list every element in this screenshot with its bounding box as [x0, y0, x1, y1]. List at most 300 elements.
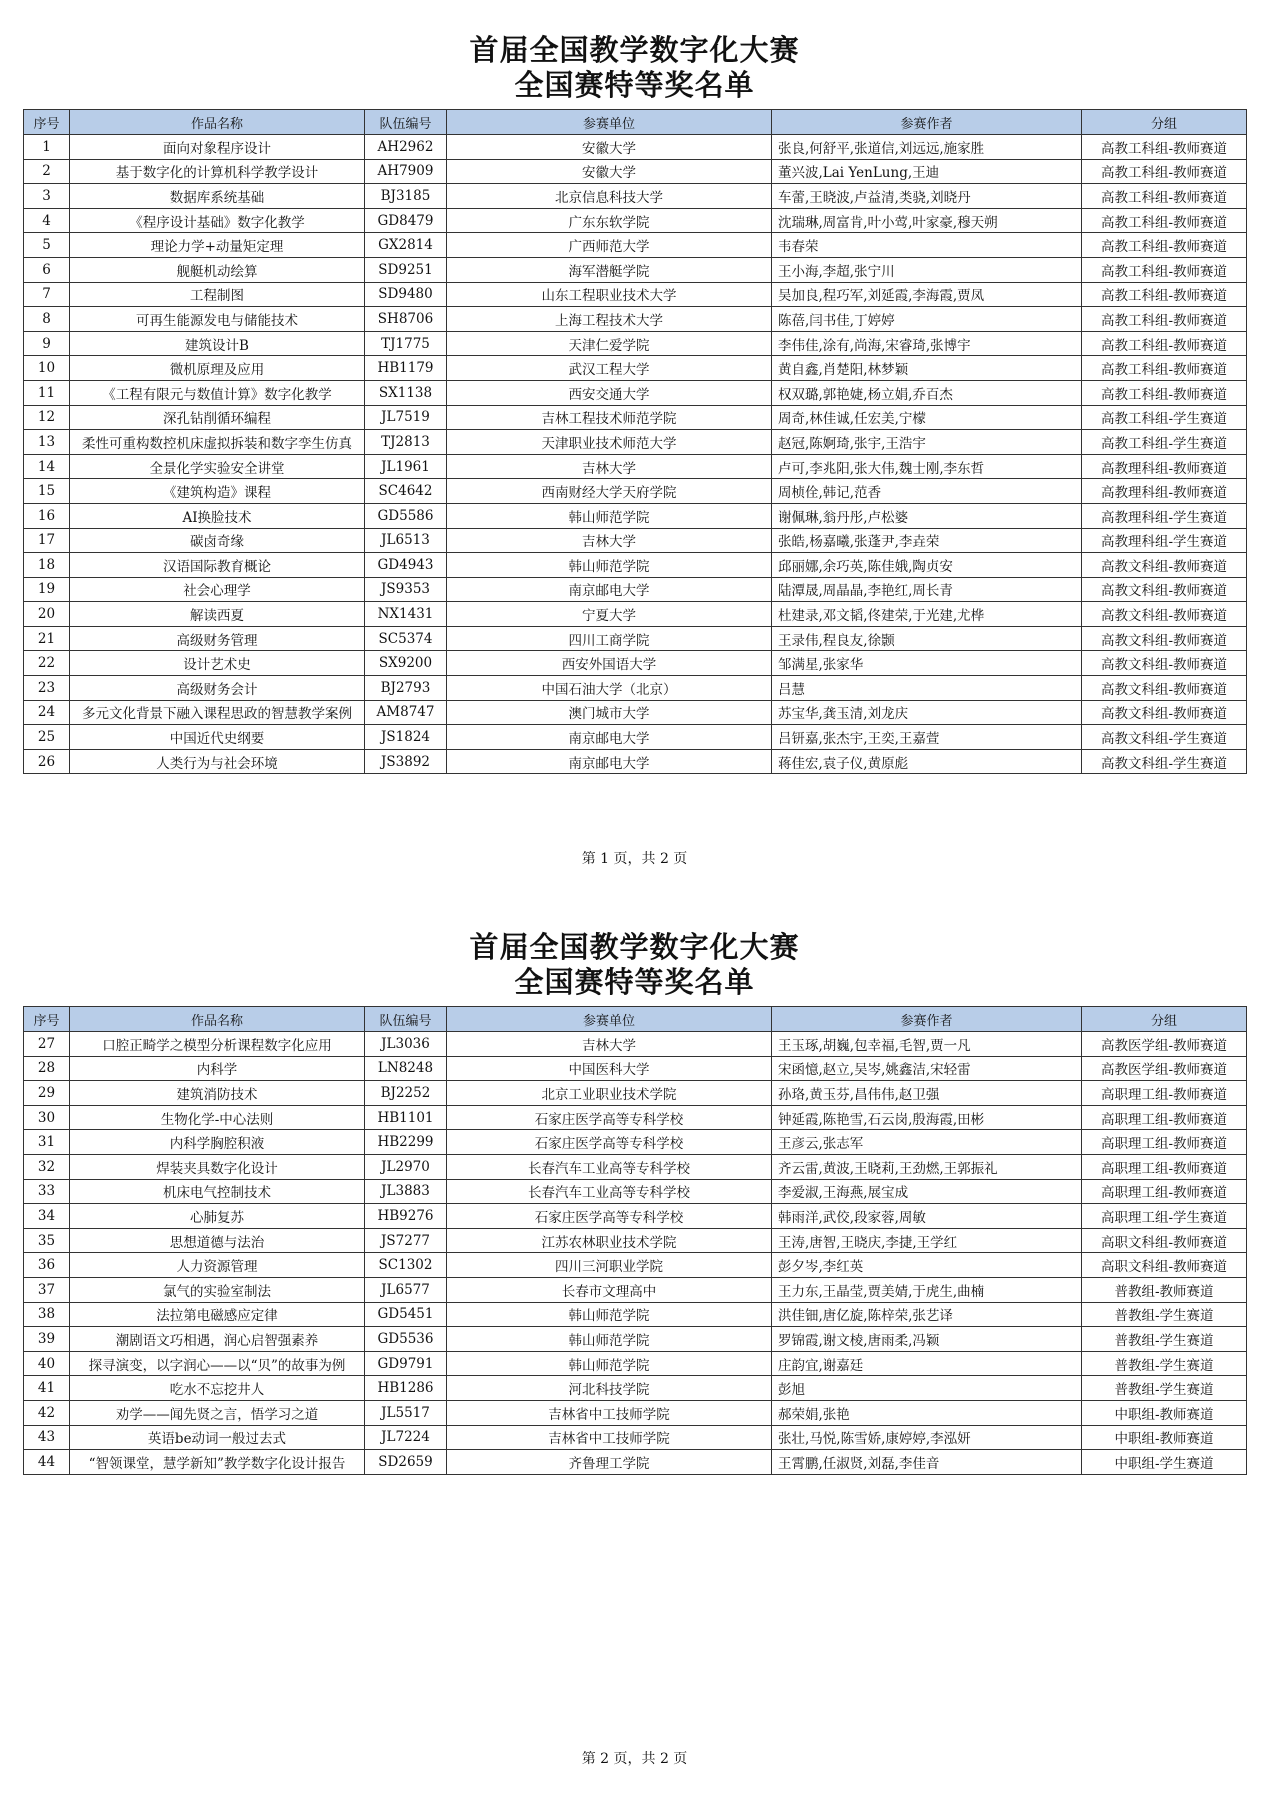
cell-index: 3: [24, 184, 70, 209]
cell-authors: 王彦云,张志军: [772, 1130, 1082, 1155]
header-authors: 参赛作者: [772, 110, 1082, 135]
cell-work-name: 全景化学实验安全讲堂: [70, 454, 365, 479]
table-row: [24, 1400, 1247, 1425]
cell-unit: 河北科技学院: [447, 1376, 772, 1401]
cell-index: 27: [24, 1032, 70, 1057]
table-header-row: [24, 110, 1247, 135]
cell-index: 22: [24, 651, 70, 676]
cell-authors: 庄韵宜,谢嘉廷: [772, 1351, 1082, 1376]
cell-team-id: SX1138: [365, 380, 447, 405]
table-row: [24, 651, 1247, 676]
cell-group: 高职理工组-教师赛道: [1082, 1130, 1247, 1155]
cell-unit: 长春汽车工业高等专科学校: [447, 1179, 772, 1204]
table-row: [24, 159, 1247, 184]
cell-work-name: 理论力学+动量矩定理: [70, 233, 365, 258]
table-row: [24, 1204, 1247, 1229]
cell-group: 高教理科组-学生赛道: [1082, 528, 1247, 553]
table-row: [24, 331, 1247, 356]
cell-index: 18: [24, 553, 70, 578]
table-row: [24, 1130, 1247, 1155]
cell-work-name: 人力资源管理: [70, 1253, 365, 1278]
table-row: [24, 749, 1247, 774]
page-footer: 第 1 页，共 2 页: [581, 851, 688, 867]
cell-team-id: SH8706: [365, 307, 447, 332]
cell-team-id: JL7224: [365, 1425, 447, 1450]
cell-authors: 孙珞,黄玉芬,昌伟伟,赵卫强: [772, 1081, 1082, 1106]
cell-work-name: 生物化学-中心法则: [70, 1105, 365, 1130]
cell-authors: 谢佩琳,翁丹彤,卢松婆: [772, 503, 1082, 528]
table-row: [24, 503, 1247, 528]
cell-unit: 北京信息科技大学: [447, 184, 772, 209]
cell-team-id: GD5536: [365, 1327, 447, 1352]
cell-authors: 王霄鹏,任淑贤,刘磊,李佳音: [772, 1450, 1082, 1475]
cell-authors: 吴加良,程巧军,刘延霞,李海霞,贾凤: [772, 282, 1082, 307]
header-unit: 参赛单位: [447, 110, 772, 135]
cell-index: 39: [24, 1327, 70, 1352]
cell-index: 42: [24, 1400, 70, 1425]
cell-index: 20: [24, 602, 70, 627]
cell-work-name: 深孔钻削循环编程: [70, 405, 365, 430]
table-row: [24, 1253, 1247, 1278]
cell-team-id: GD5586: [365, 503, 447, 528]
cell-team-id: BJ2252: [365, 1081, 447, 1106]
cell-unit: 安徽大学: [447, 135, 772, 160]
cell-unit: 澳门城市大学: [447, 700, 772, 725]
cell-authors: 黄自鑫,肖楚阳,林梦颖: [772, 356, 1082, 381]
cell-authors: 齐云雷,黄波,王晓莉,王劲燃,王郭振礼: [772, 1154, 1082, 1179]
header-index: 序号: [24, 1007, 70, 1032]
header-group: 分组: [1082, 110, 1247, 135]
cell-work-name: 面向对象程序设计: [70, 135, 365, 160]
cell-authors: 张皓,杨嘉曦,张蓬尹,李垚荣: [772, 528, 1082, 553]
cell-index: 33: [24, 1179, 70, 1204]
cell-index: 4: [24, 208, 70, 233]
cell-group: 高教文科组-教师赛道: [1082, 626, 1247, 651]
cell-index: 14: [24, 454, 70, 479]
cell-index: 7: [24, 282, 70, 307]
cell-unit: 北京工业职业技术学院: [447, 1081, 772, 1106]
table-row: [24, 626, 1247, 651]
table-row: [24, 700, 1247, 725]
cell-work-name: 可再生能源发电与储能技术: [70, 307, 365, 332]
cell-unit: 韩山师范学院: [447, 503, 772, 528]
award-table: [23, 109, 1247, 774]
cell-index: 11: [24, 380, 70, 405]
header-team-id: 队伍编号: [365, 110, 447, 135]
cell-authors: 王录伟,程良友,徐颢: [772, 626, 1082, 651]
cell-unit: 吉林大学: [447, 1032, 772, 1057]
cell-group: 高教工科组-教师赛道: [1082, 159, 1247, 184]
cell-authors: 郝荣娟,张艳: [772, 1400, 1082, 1425]
document-page-1: [0, 0, 1269, 890]
table-row: [24, 1105, 1247, 1130]
cell-group: 高职理工组-教师赛道: [1082, 1105, 1247, 1130]
cell-work-name: 机床电气控制技术: [70, 1179, 365, 1204]
cell-authors: 赵冠,陈婀琦,张宇,王浩宇: [772, 430, 1082, 455]
cell-unit: 中国医科大学: [447, 1056, 772, 1081]
cell-index: 38: [24, 1302, 70, 1327]
cell-team-id: BJ2793: [365, 676, 447, 701]
cell-team-id: SX9200: [365, 651, 447, 676]
cell-group: 高教文科组-教师赛道: [1082, 602, 1247, 627]
cell-authors: 韩雨洋,武佼,段家蓉,周敏: [772, 1204, 1082, 1229]
cell-group: 高教文科组-学生赛道: [1082, 725, 1247, 750]
cell-work-name: 多元文化背景下融入课程思政的智慧教学案例: [70, 700, 365, 725]
cell-group: 高教工科组-教师赛道: [1082, 331, 1247, 356]
cell-team-id: NX1431: [365, 602, 447, 627]
cell-team-id: BJ3185: [365, 184, 447, 209]
cell-group: 高职文科组-教师赛道: [1082, 1253, 1247, 1278]
cell-authors: 杜建录,邓文韬,佟建荣,于光建,尤桦: [772, 602, 1082, 627]
table-row: [24, 356, 1247, 381]
cell-team-id: JL6577: [365, 1277, 447, 1302]
cell-unit: 齐鲁理工学院: [447, 1450, 772, 1475]
cell-unit: 山东工程职业技术大学: [447, 282, 772, 307]
cell-index: 44: [24, 1450, 70, 1475]
cell-authors: 李伟佳,涂有,尚海,宋睿琦,张博宇: [772, 331, 1082, 356]
cell-team-id: SD2659: [365, 1450, 447, 1475]
cell-index: 10: [24, 356, 70, 381]
cell-work-name: 思想道德与法治: [70, 1228, 365, 1253]
cell-authors: 洪佳钿,唐亿旋,陈梓荣,张艺译: [772, 1302, 1082, 1327]
cell-team-id: HB9276: [365, 1204, 447, 1229]
cell-work-name: AI换脸技术: [70, 503, 365, 528]
cell-authors: 周桢佺,韩记,范香: [772, 479, 1082, 504]
cell-unit: 长春汽车工业高等专科学校: [447, 1154, 772, 1179]
cell-unit: 西安外国语大学: [447, 651, 772, 676]
page-title-block: [0, 33, 1269, 103]
cell-work-name: 工程制图: [70, 282, 365, 307]
cell-index: 5: [24, 233, 70, 258]
cell-work-name: 基于数字化的计算机科学教学设计: [70, 159, 365, 184]
cell-group: 普教组-学生赛道: [1082, 1327, 1247, 1352]
cell-authors: 罗锦霞,谢文棱,唐雨柔,冯颖: [772, 1327, 1082, 1352]
cell-index: 28: [24, 1056, 70, 1081]
cell-group: 中职组-教师赛道: [1082, 1425, 1247, 1450]
cell-index: 40: [24, 1351, 70, 1376]
header-team-id: 队伍编号: [365, 1007, 447, 1032]
table-row: [24, 1327, 1247, 1352]
cell-team-id: SC4642: [365, 479, 447, 504]
header-index: 序号: [24, 110, 70, 135]
cell-group: 中职组-学生赛道: [1082, 1450, 1247, 1475]
cell-work-name: 焊装夹具数字化设计: [70, 1154, 365, 1179]
table-row: [24, 282, 1247, 307]
cell-unit: 长春市文理高中: [447, 1277, 772, 1302]
table-row: [24, 454, 1247, 479]
award-table: [23, 1006, 1247, 1475]
cell-work-name: 数据库系统基础: [70, 184, 365, 209]
cell-unit: 南京邮电大学: [447, 577, 772, 602]
cell-index: 23: [24, 676, 70, 701]
cell-work-name: 口腔正畸学之模型分析课程数字化应用: [70, 1032, 365, 1057]
table-row: [24, 1450, 1247, 1475]
cell-work-name: 高级财务会计: [70, 676, 365, 701]
table-row: [24, 233, 1247, 258]
page-title-block: [0, 930, 1269, 1000]
cell-index: 2: [24, 159, 70, 184]
cell-team-id: HB2299: [365, 1130, 447, 1155]
cell-unit: 吉林省中工技师学院: [447, 1400, 772, 1425]
table-header-row: [24, 1007, 1247, 1032]
cell-authors: 韦春荣: [772, 233, 1082, 258]
cell-team-id: HB1101: [365, 1105, 447, 1130]
cell-group: 高教理科组-教师赛道: [1082, 479, 1247, 504]
cell-work-name: 设计艺术史: [70, 651, 365, 676]
table-row: [24, 553, 1247, 578]
cell-work-name: 《工程有限元与数值计算》数字化教学: [70, 380, 365, 405]
cell-index: 37: [24, 1277, 70, 1302]
cell-team-id: SC1302: [365, 1253, 447, 1278]
table-row: [24, 528, 1247, 553]
cell-unit: 韩山师范学院: [447, 553, 772, 578]
cell-unit: 韩山师范学院: [447, 1302, 772, 1327]
cell-group: 高职文科组-教师赛道: [1082, 1228, 1247, 1253]
cell-unit: 吉林大学: [447, 454, 772, 479]
cell-authors: 陆潭晟,周晶晶,李艳红,周长青: [772, 577, 1082, 602]
table-row: [24, 1302, 1247, 1327]
table-body: [24, 135, 1247, 774]
cell-team-id: HB1179: [365, 356, 447, 381]
cell-index: 17: [24, 528, 70, 553]
cell-unit: 宁夏大学: [447, 602, 772, 627]
cell-authors: 彭旭: [772, 1376, 1082, 1401]
table-row: [24, 725, 1247, 750]
header-group: 分组: [1082, 1007, 1247, 1032]
cell-work-name: 劝学——闻先贤之言，悟学习之道: [70, 1400, 365, 1425]
cell-group: 高教医学组-教师赛道: [1082, 1032, 1247, 1057]
cell-authors: 邱丽娜,余巧英,陈佳娥,陶贞安: [772, 553, 1082, 578]
cell-index: 19: [24, 577, 70, 602]
cell-group: 高教理科组-学生赛道: [1082, 503, 1247, 528]
cell-unit: 石家庄医学高等专科学校: [447, 1204, 772, 1229]
cell-team-id: JL6513: [365, 528, 447, 553]
table-row: [24, 1081, 1247, 1106]
cell-group: 高教文科组-教师赛道: [1082, 676, 1247, 701]
cell-group: 高教医学组-教师赛道: [1082, 1056, 1247, 1081]
cell-team-id: JS3892: [365, 749, 447, 774]
cell-group: 普教组-教师赛道: [1082, 1277, 1247, 1302]
table-row: [24, 307, 1247, 332]
cell-unit: 江苏农林职业技术学院: [447, 1228, 772, 1253]
cell-team-id: JS1824: [365, 725, 447, 750]
cell-team-id: JS9353: [365, 577, 447, 602]
cell-work-name: 氯气的实验室制法: [70, 1277, 365, 1302]
cell-team-id: JL3883: [365, 1179, 447, 1204]
cell-authors: 邹满星,张家华: [772, 651, 1082, 676]
cell-index: 30: [24, 1105, 70, 1130]
cell-group: 高教工科组-教师赛道: [1082, 282, 1247, 307]
cell-group: 高教工科组-教师赛道: [1082, 380, 1247, 405]
cell-index: 26: [24, 749, 70, 774]
table-row: [24, 1425, 1247, 1450]
cell-work-name: 法拉第电磁感应定律: [70, 1302, 365, 1327]
cell-group: 普教组-学生赛道: [1082, 1302, 1247, 1327]
cell-unit: 吉林工程技术师范学院: [447, 405, 772, 430]
table-row: [24, 577, 1247, 602]
cell-unit: 吉林大学: [447, 528, 772, 553]
cell-team-id: JL5517: [365, 1400, 447, 1425]
cell-authors: 周奇,林佳诚,任宏美,宁檬: [772, 405, 1082, 430]
cell-unit: 吉林省中工技师学院: [447, 1425, 772, 1450]
cell-work-name: 潮剧语文巧相遇，润心启智强素养: [70, 1327, 365, 1352]
cell-team-id: SC5374: [365, 626, 447, 651]
cell-unit: 中国石油大学（北京）: [447, 676, 772, 701]
cell-group: 高教工科组-教师赛道: [1082, 208, 1247, 233]
cell-work-name: 柔性可重构数控机床虚拟拆装和数字孪生仿真: [70, 430, 365, 455]
cell-unit: 石家庄医学高等专科学校: [447, 1130, 772, 1155]
cell-team-id: AH2962: [365, 135, 447, 160]
cell-unit: 海军潜艇学院: [447, 257, 772, 282]
cell-index: 6: [24, 257, 70, 282]
cell-unit: 南京邮电大学: [447, 749, 772, 774]
cell-work-name: 内科学胸腔积液: [70, 1130, 365, 1155]
cell-team-id: JL7519: [365, 405, 447, 430]
cell-group: 高教工科组-学生赛道: [1082, 430, 1247, 455]
cell-index: 13: [24, 430, 70, 455]
cell-team-id: JL3036: [365, 1032, 447, 1057]
cell-work-name: 建筑消防技术: [70, 1081, 365, 1106]
cell-group: 高教工科组-教师赛道: [1082, 233, 1247, 258]
table-row: [24, 1376, 1247, 1401]
table-row: [24, 1179, 1247, 1204]
cell-index: 9: [24, 331, 70, 356]
table-row: [24, 380, 1247, 405]
table-row: [24, 676, 1247, 701]
cell-work-name: “智领课堂，慧学新知”教学数字化设计报告: [70, 1450, 365, 1475]
table-row: [24, 1154, 1247, 1179]
cell-index: 16: [24, 503, 70, 528]
cell-work-name: 微机原理及应用: [70, 356, 365, 381]
cell-team-id: TJ1775: [365, 331, 447, 356]
table-row: [24, 257, 1247, 282]
cell-work-name: 高级财务管理: [70, 626, 365, 651]
cell-authors: 车蕾,王晓波,卢益清,类骁,刘晓丹: [772, 184, 1082, 209]
cell-group: 高教文科组-教师赛道: [1082, 700, 1247, 725]
cell-team-id: AM8747: [365, 700, 447, 725]
cell-team-id: GD4943: [365, 553, 447, 578]
cell-team-id: GD8479: [365, 208, 447, 233]
cell-unit: 武汉工程大学: [447, 356, 772, 381]
header-work-name: 作品名称: [70, 110, 365, 135]
cell-work-name: 舰艇机动绘算: [70, 257, 365, 282]
cell-group: 高教文科组-教师赛道: [1082, 577, 1247, 602]
cell-work-name: 碳卤奇缘: [70, 528, 365, 553]
cell-group: 高教工科组-教师赛道: [1082, 184, 1247, 209]
cell-team-id: SD9251: [365, 257, 447, 282]
cell-index: 24: [24, 700, 70, 725]
cell-work-name: 社会心理学: [70, 577, 365, 602]
cell-group: 高教工科组-学生赛道: [1082, 405, 1247, 430]
header-unit: 参赛单位: [447, 1007, 772, 1032]
cell-authors: 彭夕岑,李红英: [772, 1253, 1082, 1278]
cell-index: 15: [24, 479, 70, 504]
cell-group: 高教工科组-教师赛道: [1082, 307, 1247, 332]
cell-authors: 钟延霞,陈艳雪,石云岗,殷海霞,田彬: [772, 1105, 1082, 1130]
cell-group: 高教文科组-教师赛道: [1082, 553, 1247, 578]
cell-group: 高教文科组-教师赛道: [1082, 651, 1247, 676]
cell-unit: 广西师范大学: [447, 233, 772, 258]
cell-authors: 苏宝华,龚玉清,刘龙庆: [772, 700, 1082, 725]
cell-work-name: 建筑设计B: [70, 331, 365, 356]
cell-authors: 王玉琢,胡巍,包幸福,毛智,贾一凡: [772, 1032, 1082, 1057]
cell-group: 高职理工组-学生赛道: [1082, 1204, 1247, 1229]
page-title: 首届全国教学数字化大赛: [469, 33, 800, 67]
table-body: [24, 1032, 1247, 1475]
cell-group: 高职理工组-教师赛道: [1082, 1179, 1247, 1204]
cell-index: 36: [24, 1253, 70, 1278]
cell-group: 高教工科组-教师赛道: [1082, 356, 1247, 381]
cell-team-id: JS7277: [365, 1228, 447, 1253]
cell-index: 32: [24, 1154, 70, 1179]
page-subtitle: 全国赛特等奖名单: [514, 965, 755, 999]
cell-index: 1: [24, 135, 70, 160]
header-authors: 参赛作者: [772, 1007, 1082, 1032]
cell-authors: 吕钘嘉,张杰宇,王奕,王嘉萱: [772, 725, 1082, 750]
cell-group: 中职组-教师赛道: [1082, 1400, 1247, 1425]
cell-team-id: HB1286: [365, 1376, 447, 1401]
cell-authors: 宋函憶,赵立,吴岑,姚鑫洁,宋轻雷: [772, 1056, 1082, 1081]
cell-index: 8: [24, 307, 70, 332]
cell-group: 普教组-学生赛道: [1082, 1376, 1247, 1401]
cell-authors: 蒋佳宏,袁子仪,黄原彪: [772, 749, 1082, 774]
cell-unit: 四川工商学院: [447, 626, 772, 651]
cell-work-name: 汉语国际教育概论: [70, 553, 365, 578]
cell-work-name: 《建筑构造》课程: [70, 479, 365, 504]
cell-index: 41: [24, 1376, 70, 1401]
cell-work-name: 人类行为与社会环境: [70, 749, 365, 774]
cell-unit: 韩山师范学院: [447, 1327, 772, 1352]
cell-authors: 张良,何舒平,张道信,刘远远,施家胜: [772, 135, 1082, 160]
cell-index: 29: [24, 1081, 70, 1106]
cell-authors: 李爱淑,王海燕,展宝成: [772, 1179, 1082, 1204]
cell-team-id: GD9791: [365, 1351, 447, 1376]
cell-index: 43: [24, 1425, 70, 1450]
cell-index: 21: [24, 626, 70, 651]
cell-group: 高教文科组-学生赛道: [1082, 749, 1247, 774]
cell-unit: 南京邮电大学: [447, 725, 772, 750]
cell-index: 12: [24, 405, 70, 430]
cell-index: 25: [24, 725, 70, 750]
cell-unit: 广东东软学院: [447, 208, 772, 233]
cell-work-name: 英语be动词一般过去式: [70, 1425, 365, 1450]
cell-unit: 四川三河职业学院: [447, 1253, 772, 1278]
cell-team-id: JL2970: [365, 1154, 447, 1179]
table-row: [24, 208, 1247, 233]
cell-unit: 安徽大学: [447, 159, 772, 184]
cell-group: 高教理科组-教师赛道: [1082, 454, 1247, 479]
cell-index: 35: [24, 1228, 70, 1253]
cell-authors: 陈蓓,闫书佳,丁婷婷: [772, 307, 1082, 332]
cell-authors: 王小海,李超,张宁川: [772, 257, 1082, 282]
cell-authors: 权双璐,郭艳婕,杨立娟,乔百杰: [772, 380, 1082, 405]
cell-unit: 天津职业技术师范大学: [447, 430, 772, 455]
table-row: [24, 1228, 1247, 1253]
cell-group: 高职理工组-教师赛道: [1082, 1081, 1247, 1106]
table-row: [24, 1032, 1247, 1057]
cell-team-id: LN8248: [365, 1056, 447, 1081]
cell-group: 高职理工组-教师赛道: [1082, 1154, 1247, 1179]
cell-work-name: 中国近代史纲要: [70, 725, 365, 750]
cell-group: 高教工科组-教师赛道: [1082, 135, 1247, 160]
cell-team-id: JL1961: [365, 454, 447, 479]
table-row: [24, 602, 1247, 627]
cell-unit: 天津仁爱学院: [447, 331, 772, 356]
table-row: [24, 1351, 1247, 1376]
cell-group: 普教组-学生赛道: [1082, 1351, 1247, 1376]
cell-work-name: 《程序设计基础》数字化教学: [70, 208, 365, 233]
table-row: [24, 1056, 1247, 1081]
